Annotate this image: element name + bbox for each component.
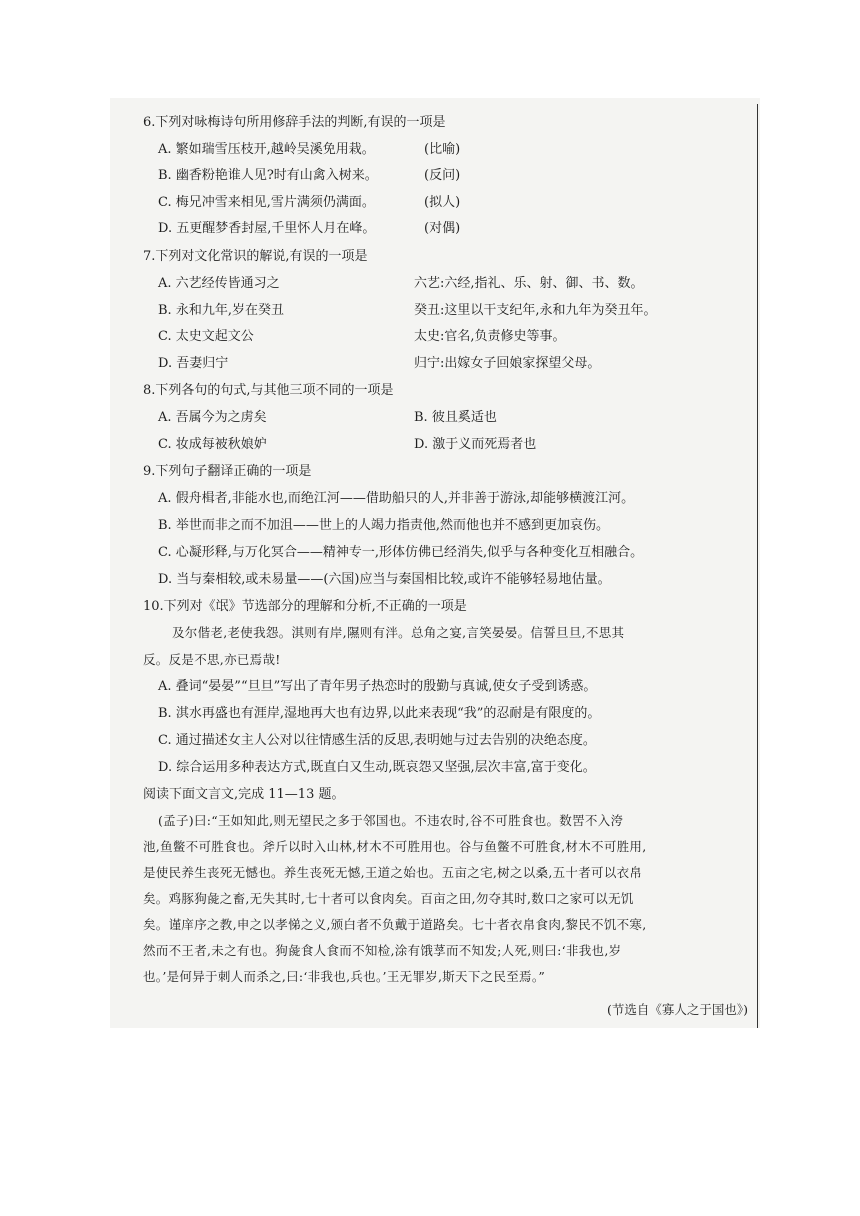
margin-rule [757,104,758,1028]
q7-option-c-note: 太史:官名,负责修史等事。 [414,329,566,344]
q6-option-a-mark: (比喻) [424,142,461,157]
passage-line-7: 也。’是何异于刺人而杀之,曰:‘非我也,兵也。’王无罪岁,斯天下之民至焉。” [143,969,546,984]
q6-option-b: B. 幽香粉艳谁人见?时有山禽入树来。 [158,168,378,183]
passage-line-3: 是使民养生丧死无憾也。养生丧死无憾,王道之始也。五亩之宅,树之以桑,五十者可以衣帛 [143,865,643,880]
passage-line-4: 矣。鸡豚狗彘之畜,无失其时,七十者可以食肉矣。百亩之田,勿夺其时,数口之家可以无饥 [143,891,634,906]
q6-option-b-mark: (反问) [424,168,461,183]
passage-line-2: 池,鱼鳖不可胜食也。斧斤以时入山林,材木不可胜用也。谷与鱼鳖不可胜食,材木不可胜用, [143,839,647,854]
q9-option-a: A. 假舟楫者,非能水也,而绝江河——借助船只的人,并非善于游泳,却能够横渡江河。 [158,491,635,506]
q7-option-b: B. 永和九年,岁在癸丑 [158,303,284,318]
q6-option-c-mark: (拟人) [424,195,461,210]
q10-option-c: C. 通过描述女主人公对以往情感生活的反思,表明她与过去告别的决绝态度。 [158,733,596,748]
q8-stem: 8.下列各句的句式,与其他三项不同的一项是 [143,383,394,398]
q7-option-c: C. 太史文起文公 [158,329,254,344]
q7-option-b-note: 癸丑:这里以干支纪年,永和九年为癸丑年。 [414,303,657,318]
q7-option-d: D. 吾妻归宁 [158,356,229,371]
passage-line-6: 然而不王者,未之有也。狗彘食人食而不知检,涂有饿莩而不知发;人死,则曰:‘非我也,岁 [143,943,622,958]
passage-line-1: (孟子)曰:“王如知此,则无望民之多于邻国也。不违农时,谷不可胜食也。数罟不入洿 [158,813,624,828]
reading-intro: 阅读下面文言文,完成 11—13 题。 [143,787,345,802]
q6-option-a: A. 繁如瑞雪压枝开,越岭吴溪免用栽。 [158,142,375,157]
q7-option-d-note: 归宁:出嫁女子回娘家探望父母。 [414,356,601,371]
q8-option-a: A. 吾属今为之虏矣 [158,410,267,425]
q8-option-b: B. 彼且奚适也 [414,410,497,425]
q6-option-d: D. 五更醒梦香封屋,千里怀人月在峰。 [158,221,376,236]
q7-option-a: A. 六艺经传皆通习之 [158,276,280,291]
passage-source: (节选自《寡人之于国也》) [606,1002,748,1017]
q10-stem: 10.下列对《氓》节选部分的理解和分析,不正确的一项是 [143,599,467,614]
passage-line-5: 矣。谨庠序之教,申之以孝悌之义,颁白者不负戴于道路矣。七十者衣帛食肉,黎民不饥不寒, [143,917,647,932]
q9-stem: 9.下列句子翻译正确的一项是 [143,464,312,479]
q7-option-a-note: 六艺:六经,指礼、乐、射、御、书、数。 [414,276,644,291]
q10-option-b: B. 淇水再盛也有涯岸,湿地再大也有边界,以此来表现“我”的忍耐是有限度的。 [158,706,601,721]
q10-poem-line-1: 及尔偕老,老使我怨。淇则有岸,隰则有泮。总角之宴,言笑晏晏。信誓旦旦,不思其 [172,625,625,640]
q9-option-d: D. 当与秦相较,或未易量——(六国)应当与秦国相比较,或许不能够轻易地估量。 [158,572,611,587]
q7-stem: 7.下列对文化常识的解说,有误的一项是 [143,249,368,264]
q8-option-c: C. 妆成每被秋娘妒 [158,437,267,452]
q8-option-d: D. 激于义而死焉者也 [414,437,537,452]
q10-poem-line-2: 反。反是不思,亦已焉哉! [143,652,281,667]
q6-stem: 6.下列对咏梅诗句所用修辞手法的判断,有误的一项是 [143,115,446,130]
q6-option-d-mark: (对偶) [424,221,461,236]
q9-option-c: C. 心凝形释,与万化冥合——精神专一,形体仿佛已经消失,似乎与各种变化互相融合。 [158,545,644,560]
q10-option-d: D. 综合运用多种表达方式,既直白又生动,既哀怨又坚强,层次丰富,富于变化。 [158,760,596,775]
q9-option-b: B. 举世而非之而不加沮——世上的人竭力指责他,然而他也并不感到更加哀伤。 [158,518,609,533]
q6-option-c: C. 梅兄冲雪来相见,雪片满须仍满面。 [158,195,375,210]
q10-option-a: A. 叠词“晏晏”“旦旦”写出了青年男子热恋时的殷勤与真诚,使女子受到诱惑。 [158,679,597,694]
